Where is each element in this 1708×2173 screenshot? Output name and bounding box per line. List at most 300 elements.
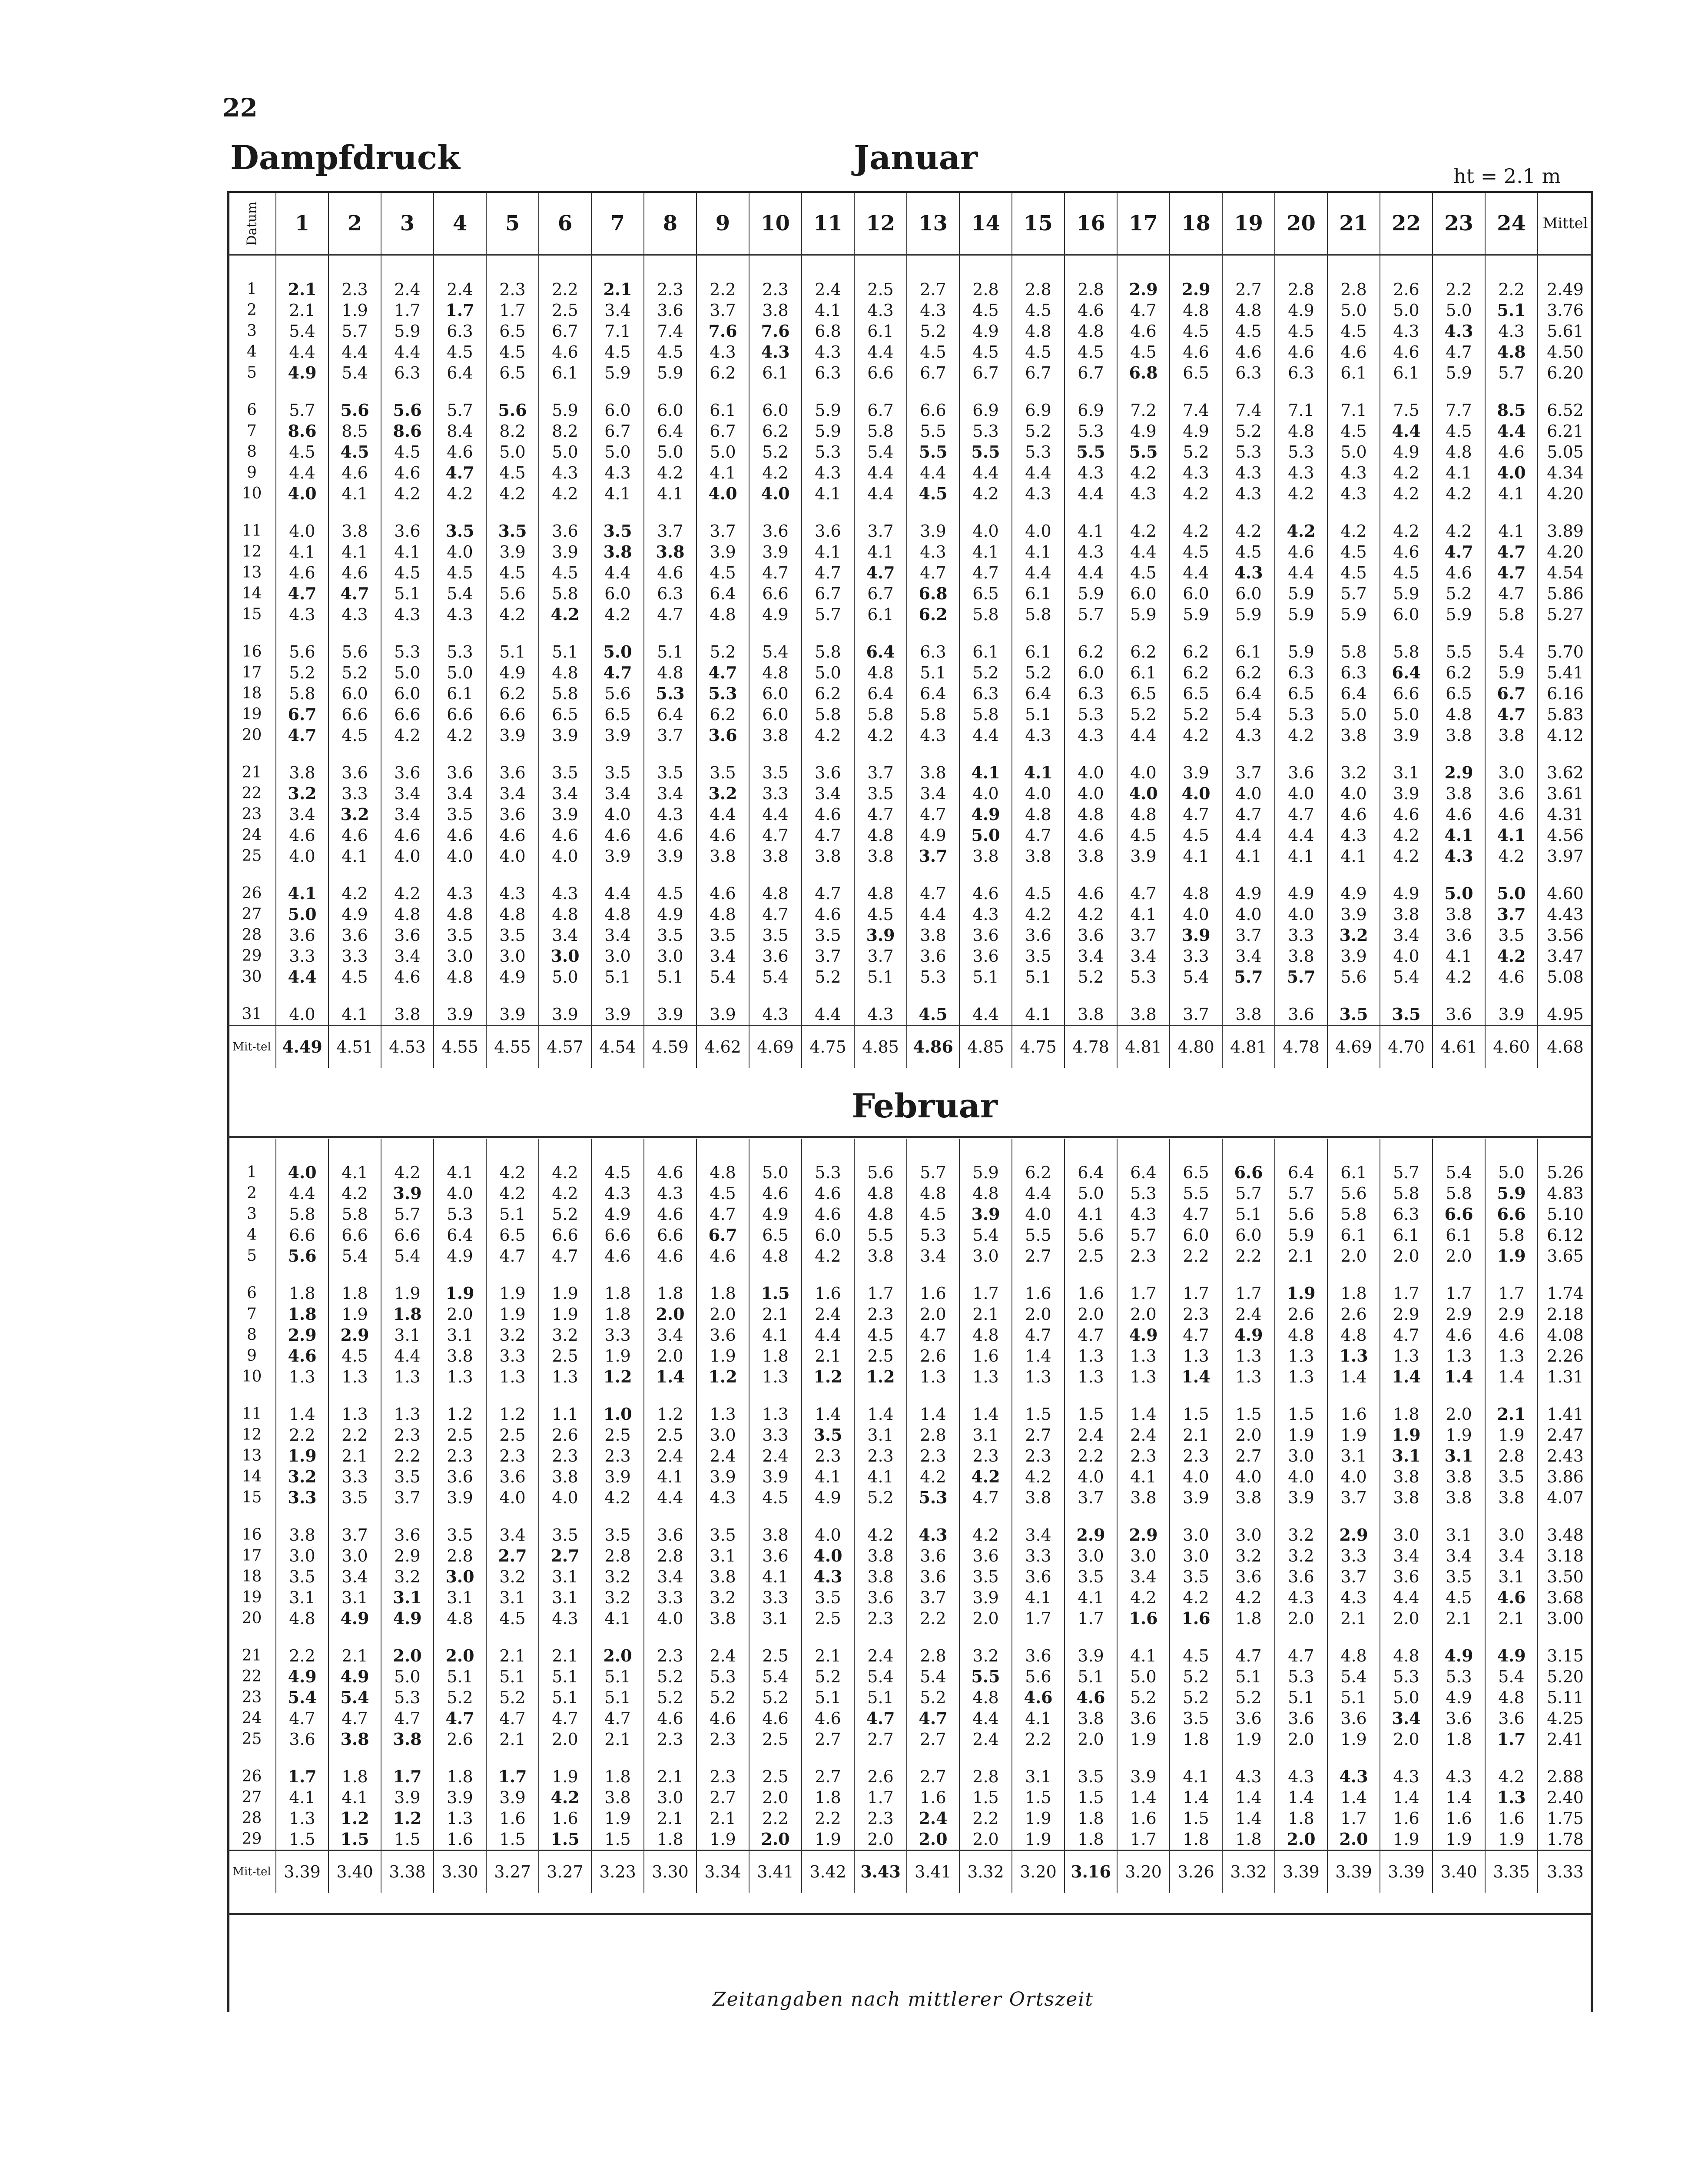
value-cell: 2.0	[1327, 1246, 1380, 1266]
value-cell: 4.5	[328, 967, 381, 987]
value-cell: 4.6	[1433, 562, 1485, 583]
value-cell: 5.0	[749, 1139, 802, 1183]
hour-mean-cell: 4.78	[1065, 1026, 1117, 1068]
value-cell: 3.8	[1380, 1487, 1433, 1508]
value-cell: 6.5	[486, 321, 539, 342]
value-cell: 3.0	[1380, 1508, 1433, 1545]
value-cell: 3.6	[1012, 1566, 1065, 1587]
header-hour: 1	[276, 193, 328, 255]
value-cell: 3.8	[328, 1729, 381, 1750]
value-cell: 1.7	[381, 300, 434, 321]
value-cell: 4.0	[1170, 783, 1222, 804]
value-cell: 3.4	[1117, 1566, 1170, 1587]
row-day: 12	[242, 1426, 262, 1444]
value-cell: 3.0	[1222, 1508, 1275, 1545]
value-cell: 3.7	[854, 946, 907, 967]
value-cell: 5.6	[328, 625, 381, 662]
value-cell: 4.8	[696, 604, 749, 625]
value-cell: 4.0	[1327, 783, 1380, 804]
table-row	[228, 746, 1592, 783]
value-cell: 1.5	[1170, 1808, 1222, 1829]
value-cell: 1.7	[1485, 1266, 1538, 1304]
value-cell: 6.4	[854, 683, 907, 704]
value-cell: 3.6	[749, 1545, 802, 1566]
value-cell: 5.1	[591, 1666, 644, 1687]
value-cell: 4.5	[1117, 825, 1170, 846]
value-cell: 4.5	[959, 342, 1012, 362]
value-cell: 4.0	[1117, 746, 1170, 783]
value-cell: 5.3	[381, 1687, 434, 1708]
value-cell: 3.8	[276, 746, 328, 783]
value-cell: 2.5	[539, 1346, 591, 1366]
value-cell: 4.8	[854, 1183, 907, 1204]
value-cell: 4.9	[1275, 300, 1327, 321]
value-cell: 3.0	[1170, 1545, 1222, 1566]
value-cell: 5.0	[1327, 300, 1380, 321]
value-cell: 2.1	[1275, 1246, 1327, 1266]
value-cell: 4.4	[696, 804, 749, 825]
value-cell: 2.6	[854, 1750, 907, 1787]
value-cell: 5.7	[328, 321, 381, 342]
value-cell: 5.7	[276, 383, 328, 421]
value-cell: 4.3	[328, 604, 381, 625]
value-cell: 1.3	[276, 1366, 328, 1387]
value-cell: 6.7	[907, 362, 959, 383]
value-cell: 4.2	[539, 483, 591, 504]
value-cell: 5.8	[802, 625, 854, 662]
value-cell: 4.0	[696, 483, 749, 504]
table-row	[228, 946, 1592, 967]
value-cell: 5.3	[381, 625, 434, 662]
value-cell: 4.2	[854, 1508, 907, 1545]
value-cell: 4.2	[486, 604, 539, 625]
value-cell: 2.5	[539, 300, 591, 321]
value-cell: 5.0	[434, 662, 486, 683]
value-cell: 6.4	[434, 1225, 486, 1246]
value-cell: 4.3	[749, 987, 802, 1026]
value-cell: 2.8	[959, 255, 1012, 300]
value-cell: 2.3	[434, 1445, 486, 1466]
value-cell: 4.1	[1012, 1708, 1065, 1729]
value-cell: 4.1	[328, 1787, 381, 1808]
value-cell: 6.0	[1117, 583, 1170, 604]
value-cell: 4.2	[1433, 483, 1485, 504]
value-cell: 4.3	[1117, 1204, 1170, 1225]
value-cell: 5.2	[434, 1687, 486, 1708]
table-row	[228, 1808, 1592, 1829]
hour-mean-cell: 3.26	[1170, 1851, 1222, 1893]
value-cell: 1.4	[1222, 1808, 1275, 1829]
value-cell: 3.7	[907, 846, 959, 867]
value-cell: 1.3	[1065, 1366, 1117, 1387]
value-cell: 4.0	[802, 1508, 854, 1545]
row-day: 29	[242, 1830, 262, 1848]
value-cell: 2.9	[1117, 255, 1170, 300]
value-cell: 5.1	[434, 1666, 486, 1687]
value-cell: 4.3	[959, 904, 1012, 925]
value-cell: 5.1	[486, 1666, 539, 1687]
table-row	[228, 321, 1592, 342]
table-row	[228, 804, 1592, 825]
value-cell: 4.1	[1012, 542, 1065, 562]
value-cell: 5.4	[1380, 967, 1433, 987]
value-cell: 3.4	[434, 783, 486, 804]
value-cell: 4.4	[854, 342, 907, 362]
hour-mean-cell: 3.43	[854, 1851, 907, 1893]
daily-mean-cell: 6.21	[1538, 421, 1592, 442]
row-day: 21	[242, 764, 262, 781]
value-cell: 3.4	[328, 1566, 381, 1587]
value-cell: 2.7	[802, 1729, 854, 1750]
value-cell: 4.7	[696, 662, 749, 683]
daily-mean-cell: 3.89	[1538, 504, 1592, 542]
daily-mean-cell: 3.48	[1538, 1508, 1592, 1545]
value-cell: 2.1	[802, 1346, 854, 1366]
value-cell: 4.6	[802, 1204, 854, 1225]
value-cell: 1.6	[907, 1266, 959, 1304]
value-cell: 5.2	[1170, 1687, 1222, 1708]
value-cell: 2.5	[1065, 1246, 1117, 1266]
value-cell: 2.7	[486, 1545, 539, 1566]
value-cell: 3.4	[1012, 1508, 1065, 1545]
value-cell: 4.2	[1170, 725, 1222, 746]
value-cell: 1.6	[1433, 1808, 1485, 1829]
hour-mean-cell: 3.32	[1222, 1851, 1275, 1893]
value-cell: 6.7	[1485, 683, 1538, 704]
value-cell: 4.2	[854, 725, 907, 746]
value-cell: 5.1	[854, 1687, 907, 1708]
value-cell: 5.1	[591, 967, 644, 987]
table-row	[228, 904, 1592, 925]
value-cell: 4.1	[1117, 1466, 1170, 1487]
value-cell: 3.8	[1380, 1466, 1433, 1487]
row-day: 19	[242, 1588, 262, 1606]
value-cell: 5.5	[959, 1666, 1012, 1687]
hour-mean-cell: 4.81	[1222, 1026, 1275, 1068]
value-cell: 2.7	[907, 1729, 959, 1750]
table-row	[228, 1487, 1592, 1508]
value-cell: 1.9	[1433, 1425, 1485, 1445]
value-cell: 3.8	[696, 1608, 749, 1629]
value-cell: 5.8	[854, 704, 907, 725]
value-cell: 5.7	[1275, 967, 1327, 987]
hour-mean-cell: 3.39	[1327, 1851, 1380, 1893]
value-cell: 6.2	[1012, 1139, 1065, 1183]
value-cell: 1.7	[1222, 1266, 1275, 1304]
row-day: 3	[247, 322, 257, 340]
value-cell: 3.0	[959, 1246, 1012, 1266]
value-cell: 3.5	[591, 504, 644, 542]
value-cell: 5.3	[802, 1139, 854, 1183]
value-cell: 4.7	[1065, 1325, 1117, 1346]
value-cell: 6.4	[1380, 662, 1433, 683]
value-cell: 1.3	[1485, 1346, 1538, 1366]
value-cell: 4.5	[1065, 342, 1117, 362]
value-cell: 5.5	[907, 421, 959, 442]
header-hour: 16	[1065, 193, 1117, 255]
value-cell: 4.5	[1275, 321, 1327, 342]
value-cell: 6.8	[907, 583, 959, 604]
value-cell: 4.2	[591, 1487, 644, 1508]
value-cell: 5.2	[276, 662, 328, 683]
hour-mean-cell: 4.75	[1012, 1026, 1065, 1068]
value-cell: 1.3	[276, 1808, 328, 1829]
row-day: 24	[242, 826, 262, 844]
value-cell: 5.7	[1327, 583, 1380, 604]
value-cell: 3.8	[854, 1545, 907, 1566]
value-cell: 6.1	[854, 321, 907, 342]
table-row	[228, 1787, 1592, 1808]
table-row	[228, 967, 1592, 987]
value-cell: 4.3	[486, 867, 539, 904]
value-cell: 2.0	[1275, 1829, 1327, 1851]
value-cell: 2.1	[959, 1304, 1012, 1325]
value-cell: 5.9	[1433, 604, 1485, 625]
value-cell: 5.0	[1433, 867, 1485, 904]
value-cell: 2.2	[1065, 1445, 1117, 1466]
value-cell: 4.5	[1012, 300, 1065, 321]
value-cell: 4.2	[959, 483, 1012, 504]
table-row	[228, 421, 1592, 442]
value-cell: 1.3	[434, 1366, 486, 1387]
value-cell: 2.0	[1117, 1304, 1170, 1325]
value-cell: 4.0	[276, 987, 328, 1026]
value-cell: 3.7	[802, 946, 854, 967]
value-cell: 6.1	[1380, 362, 1433, 383]
value-cell: 4.0	[1065, 746, 1117, 783]
value-cell: 2.0	[1065, 1304, 1117, 1325]
value-cell: 3.1	[434, 1325, 486, 1346]
value-cell: 5.1	[1327, 1687, 1380, 1708]
value-cell: 4.9	[959, 804, 1012, 825]
value-cell: 5.0	[644, 442, 696, 462]
value-cell: 4.7	[907, 1708, 959, 1729]
value-cell: 3.9	[644, 987, 696, 1026]
value-cell: 5.3	[1275, 704, 1327, 725]
value-cell: 4.0	[1170, 1466, 1222, 1487]
value-cell: 4.8	[434, 1608, 486, 1629]
daily-mean-cell: 3.65	[1538, 1246, 1592, 1266]
value-cell: 4.4	[854, 483, 907, 504]
row-day: 5	[247, 364, 257, 382]
mean-label: Mit-tel	[228, 1851, 276, 1893]
value-cell: 3.5	[696, 925, 749, 946]
value-cell: 4.6	[381, 967, 434, 987]
row-day: 22	[242, 1668, 262, 1685]
value-cell: 4.2	[1485, 846, 1538, 867]
value-cell: 4.7	[276, 583, 328, 604]
value-cell: 5.4	[276, 321, 328, 342]
value-cell: 1.8	[802, 1787, 854, 1808]
value-cell: 1.8	[381, 1304, 434, 1325]
value-cell: 2.1	[539, 1629, 591, 1666]
value-cell: 3.9	[434, 987, 486, 1026]
value-cell: 1.8	[591, 1266, 644, 1304]
value-cell: 4.7	[434, 462, 486, 483]
mean-row	[228, 1026, 1592, 1068]
value-cell: 4.4	[644, 1487, 696, 1508]
value-cell: 2.4	[434, 255, 486, 300]
value-cell: 2.8	[1275, 255, 1327, 300]
value-cell: 5.2	[696, 1687, 749, 1708]
header-hour: 9	[696, 193, 749, 255]
header-datum-label: Datum	[244, 201, 259, 246]
value-cell: 5.4	[328, 1246, 381, 1266]
value-cell: 1.9	[1222, 1729, 1275, 1750]
value-cell: 4.4	[591, 867, 644, 904]
value-cell: 3.1	[1327, 1445, 1380, 1466]
value-cell: 3.9	[1170, 746, 1222, 783]
value-cell: 4.2	[802, 725, 854, 746]
value-cell: 4.8	[854, 825, 907, 846]
value-cell: 6.4	[1222, 683, 1275, 704]
value-cell: 6.6	[1380, 683, 1433, 704]
value-cell: 4.5	[328, 725, 381, 746]
value-cell: 8.6	[276, 421, 328, 442]
value-cell: 3.2	[276, 1466, 328, 1487]
value-cell: 4.4	[959, 1708, 1012, 1729]
value-cell: 3.5	[591, 1508, 644, 1545]
value-cell: 3.4	[1485, 1545, 1538, 1566]
value-cell: 5.4	[854, 1666, 907, 1687]
value-cell: 4.1	[276, 1787, 328, 1808]
value-cell: 6.1	[854, 604, 907, 625]
value-cell: 6.3	[434, 321, 486, 342]
value-cell: 5.8	[276, 1204, 328, 1225]
value-cell: 6.0	[644, 383, 696, 421]
value-cell: 3.8	[1433, 1466, 1485, 1487]
value-cell: 4.5	[486, 342, 539, 362]
value-cell: 5.4	[381, 1246, 434, 1266]
value-cell: 4.4	[959, 987, 1012, 1026]
value-cell: 5.2	[854, 1487, 907, 1508]
row-day: 10	[242, 485, 262, 502]
value-cell: 1.6	[907, 1787, 959, 1808]
value-cell: 4.0	[276, 483, 328, 504]
value-cell: 3.5	[1327, 987, 1380, 1026]
value-cell: 1.9	[696, 1346, 749, 1366]
value-cell: 1.8	[1170, 1829, 1222, 1851]
value-cell: 4.2	[1117, 462, 1170, 483]
value-cell: 5.0	[591, 442, 644, 462]
value-cell: 4.7	[434, 1708, 486, 1729]
value-cell: 4.6	[591, 1246, 644, 1266]
value-cell: 1.6	[434, 1829, 486, 1851]
value-cell: 4.6	[1065, 300, 1117, 321]
value-cell: 4.5	[591, 342, 644, 362]
value-cell: 2.0	[1065, 1729, 1117, 1750]
value-cell: 3.1	[328, 1587, 381, 1608]
value-cell: 4.5	[381, 562, 434, 583]
value-cell: 2.4	[696, 1445, 749, 1466]
value-cell: 3.9	[539, 987, 591, 1026]
value-cell: 3.6	[644, 1508, 696, 1545]
value-cell: 1.3	[1275, 1366, 1327, 1387]
value-cell: 7.4	[1170, 383, 1222, 421]
value-cell: 4.3	[276, 604, 328, 625]
value-cell: 4.3	[1222, 725, 1275, 746]
value-cell: 5.0	[591, 625, 644, 662]
value-cell: 4.3	[1012, 725, 1065, 746]
value-cell: 2.1	[328, 1445, 381, 1466]
value-cell: 4.1	[1170, 1750, 1222, 1787]
table-title: Dampfdruck	[230, 138, 460, 177]
value-cell: 4.5	[486, 1608, 539, 1629]
value-cell: 3.9	[1485, 987, 1538, 1026]
value-cell: 4.8	[1065, 804, 1117, 825]
value-cell: 1.3	[1012, 1366, 1065, 1387]
value-cell: 5.9	[802, 421, 854, 442]
value-cell: 1.2	[802, 1366, 854, 1387]
value-cell: 2.0	[696, 1304, 749, 1325]
value-cell: 1.9	[539, 1266, 591, 1304]
value-cell: 6.4	[1065, 1139, 1117, 1183]
hour-mean-cell: 4.85	[854, 1026, 907, 1068]
value-cell: 4.5	[1433, 421, 1485, 442]
value-cell: 4.1	[644, 1466, 696, 1487]
value-cell: 2.1	[1170, 1425, 1222, 1445]
hour-mean-cell: 3.20	[1012, 1851, 1065, 1893]
value-cell: 3.5	[644, 746, 696, 783]
value-cell: 6.6	[1485, 1204, 1538, 1225]
value-cell: 2.3	[1117, 1246, 1170, 1266]
value-cell: 1.8	[644, 1829, 696, 1851]
value-cell: 5.9	[1485, 662, 1538, 683]
value-cell: 3.7	[696, 300, 749, 321]
value-cell: 3.8	[1275, 946, 1327, 967]
hour-mean-cell: 3.20	[1117, 1851, 1170, 1893]
value-cell: 4.2	[539, 604, 591, 625]
value-cell: 4.7	[1222, 1629, 1275, 1666]
value-cell: 2.0	[381, 1629, 434, 1666]
row-day: 16	[242, 1526, 262, 1544]
daily-mean-cell: 2.47	[1538, 1425, 1592, 1445]
value-cell: 4.1	[1485, 504, 1538, 542]
value-cell: 4.2	[1380, 825, 1433, 846]
value-cell: 4.8	[854, 867, 907, 904]
value-cell: 5.6	[1327, 1183, 1380, 1204]
value-cell: 5.1	[539, 625, 591, 662]
hour-mean-cell: 3.30	[644, 1851, 696, 1893]
value-cell: 5.0	[1065, 1183, 1117, 1204]
value-cell: 5.1	[644, 967, 696, 987]
value-cell: 4.6	[696, 825, 749, 846]
value-cell: 3.9	[749, 1466, 802, 1487]
hour-mean-cell: 4.62	[696, 1026, 749, 1068]
value-cell: 4.6	[1433, 1325, 1485, 1346]
value-cell: 5.2	[959, 662, 1012, 683]
value-cell: 4.0	[486, 1487, 539, 1508]
value-cell: 5.7	[1275, 1183, 1327, 1204]
value-cell: 3.0	[434, 946, 486, 967]
value-cell: 3.4	[276, 804, 328, 825]
value-cell: 4.6	[802, 804, 854, 825]
value-cell: 2.0	[959, 1829, 1012, 1851]
value-cell: 6.1	[1433, 1225, 1485, 1246]
value-cell: 1.4	[1222, 1787, 1275, 1808]
value-cell: 3.7	[907, 1587, 959, 1608]
table-row	[228, 783, 1592, 804]
value-cell: 4.2	[802, 1246, 854, 1266]
value-cell: 5.0	[539, 442, 591, 462]
value-cell: 4.7	[749, 562, 802, 583]
value-cell: 5.2	[1065, 967, 1117, 987]
header-hour: 18	[1170, 193, 1222, 255]
value-cell: 3.0	[1275, 1445, 1327, 1466]
hour-mean-cell: 3.39	[1380, 1851, 1433, 1893]
divider	[228, 1913, 1592, 1915]
value-cell: 4.6	[644, 825, 696, 846]
